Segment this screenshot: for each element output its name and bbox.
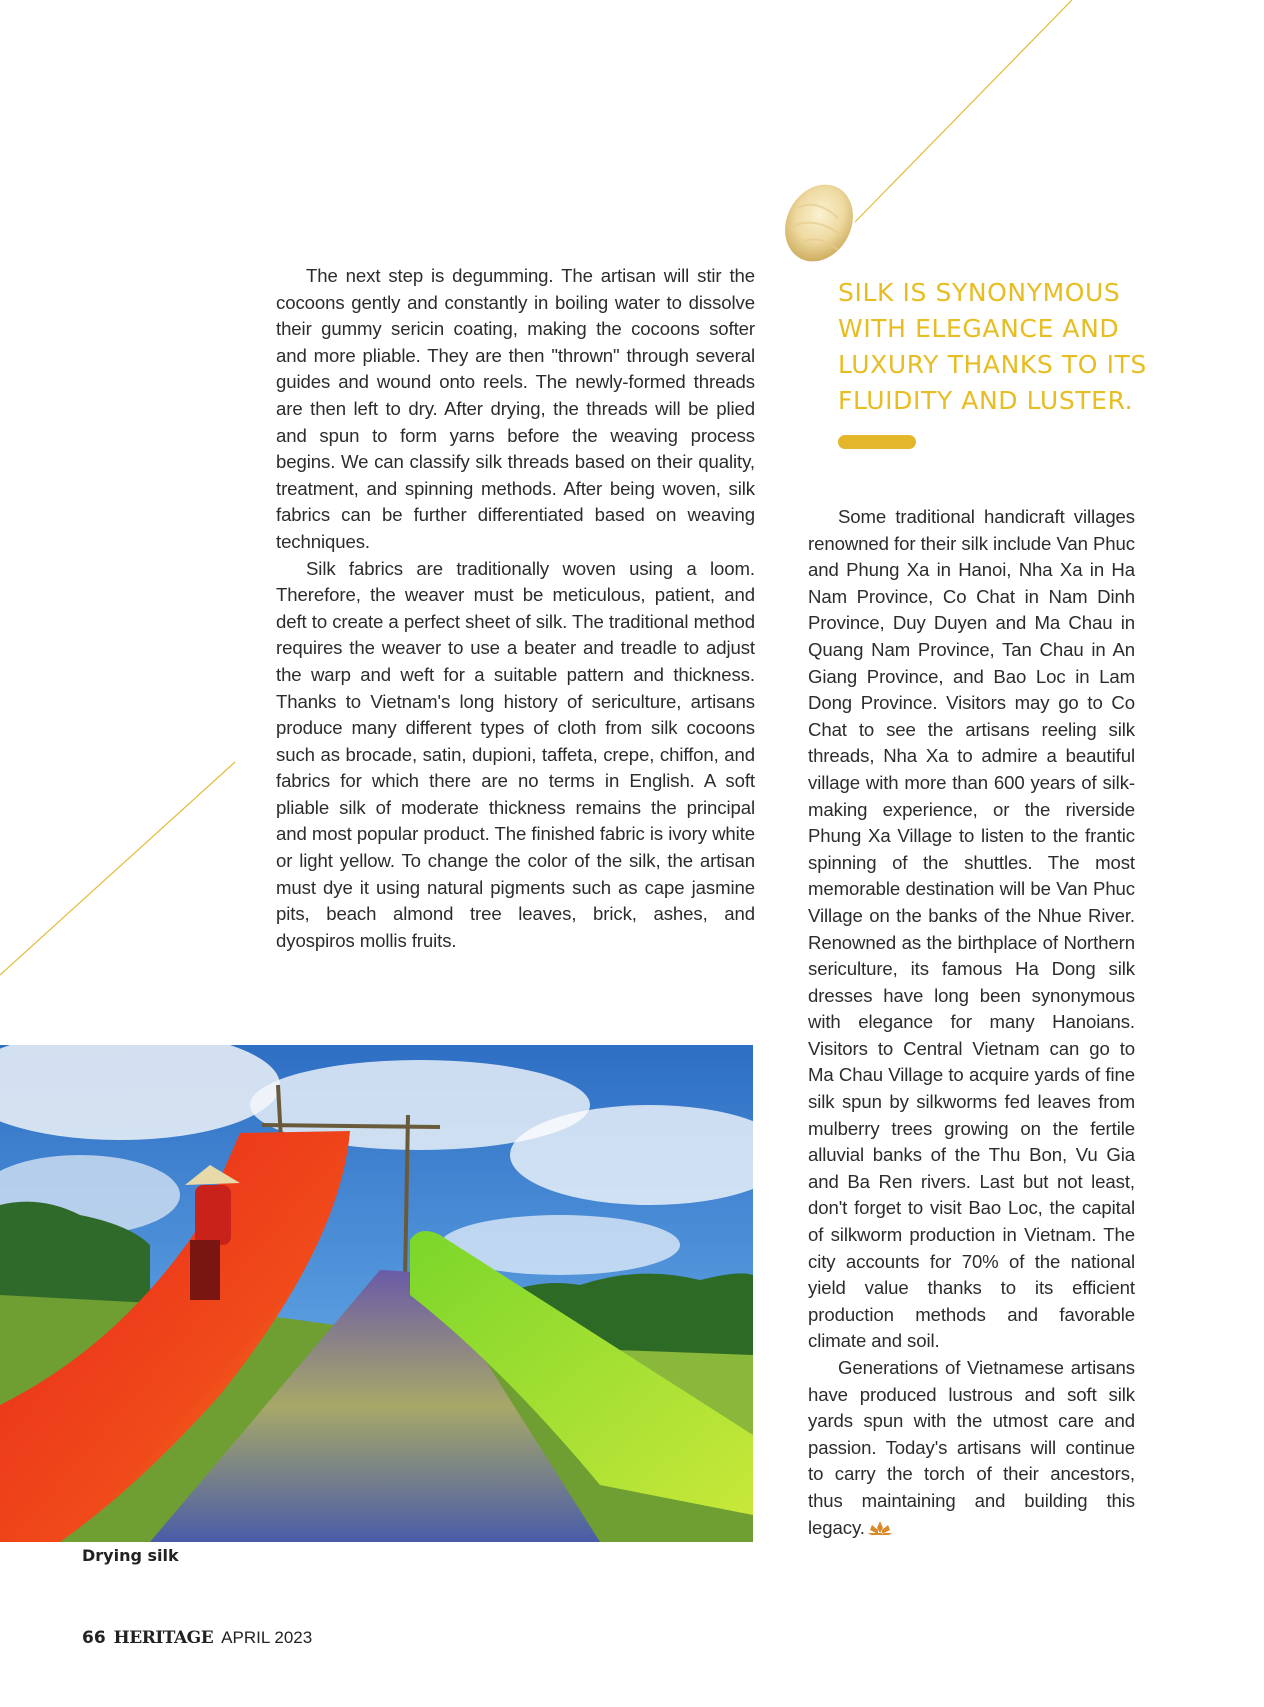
photo-caption: Drying silk	[82, 1546, 179, 1565]
pull-quote-bar	[838, 435, 916, 449]
article-paragraph: Some traditional handicraft villages renowned for their silk include Van Phuc and Phung Xa in Hanoi, Nha Xa in Ha Nam Province, Co Chat in Nam Dinh Province, Duy Duyen and Ma Chau in Quang Nam Province, Tan Chau in An Giang Province, and Bao Loc in Lam Dong Province. Visitors may go to Co Chat to see the artisans reeling silk threads, Nha Xa to admire a beautiful village with more than 600 years of silk-making experience, or the riverside Phung Xa Village to listen to the frantic spinning of the shuttles. The most memorable destination will be Van Phuc Village on the banks of the Nhue River. Renowned as the birthplace of Northern sericulture, its famous Ha Dong silk dresses have long been synonymous with elegance for many Hanoians. Visitors to Central Vietnam can go to Ma Chau Village to acquire yards of fine silk spun by silkworms fed leaves from mulberry trees growing on the fertile alluvial banks of the Thu Bon, Vu Gia and Ba Ren rivers. Last but not least, don't forget to visit Bao Loc, the capital of silkworm production in Vietnam. The city accounts for 70% of the national yield value thanks to its efficient production methods and favorable climate and soil.	[808, 506, 1135, 1352]
article-paragraph: Silk fabrics are traditionally woven using a loom. Therefore, the weaver must be meticulous, patient, and deft to create a perfect sheet of silk. The traditional method requires the weaver to use a beater and treadle to adjust the warp and weft for a suitable pattern and thickness. Thanks to Vietnam's long history of sericulture, artisans produce many different types of cloth from silk cocoons such as brocade, satin, dupioni, taffeta, crepe, chiffon, and fabrics for which there are no terms in English. A soft pliable silk of moderate thickness remains the principal and most popular product. The finished fabric is ivory white or light yellow. To change the color of the silk, the artisan must dye it using natural pigments such as cape jasmine pits, beach almond tree leaves, brick, ashes, and dyospiros mollis fruits.	[276, 557, 755, 951]
drying-silk-photo	[0, 1045, 753, 1542]
drying-silk-illustration	[0, 1045, 753, 1542]
article-column-right	[808, 504, 1135, 1541]
closing-paragraph-text: Generations of Vietnamese artisans have produced lustrous and soft silk yards spun with the utmost care and passion. Today's artisans will continue to carry the torch of their ancestors, thus maintaining and building this legacy.	[808, 1357, 1135, 1538]
lotus-end-icon	[867, 1520, 893, 1536]
article-paragraph: The next step is degumming. The artisan will stir the cocoons gently and constantly in boiling water to dissolve their gummy sericin coating, making the cocoons softer and more pliable. They are then "thrown" through several guides and wound onto reels. The newly-formed threads are then left to dry. After drying, the threads will be plied and spun to form yarns before the weaving process begins. We can classify silk threads based on their quality, treatment, and spinning methods. After being woven, silk fabrics can be further differentiated based on weaving techniques.	[276, 265, 755, 552]
pull-quote: SILK IS SYNONYMOUS WITH ELEGANCE AND LUXURY THANKS TO ITS FLUIDITY AND LUSTER.	[838, 278, 1147, 415]
thread-line-top	[855, 0, 1072, 222]
article-column-left	[276, 263, 755, 954]
page-footer	[82, 1628, 312, 1648]
page-number: 66	[82, 1628, 106, 1648]
issue-date: APRIL 2023	[221, 1628, 313, 1647]
silk-cocoon-icon	[776, 178, 866, 268]
thread-line-left	[0, 762, 235, 975]
article-paragraph	[808, 1355, 1135, 1541]
magazine-name: HERITAGE	[113, 1628, 214, 1648]
